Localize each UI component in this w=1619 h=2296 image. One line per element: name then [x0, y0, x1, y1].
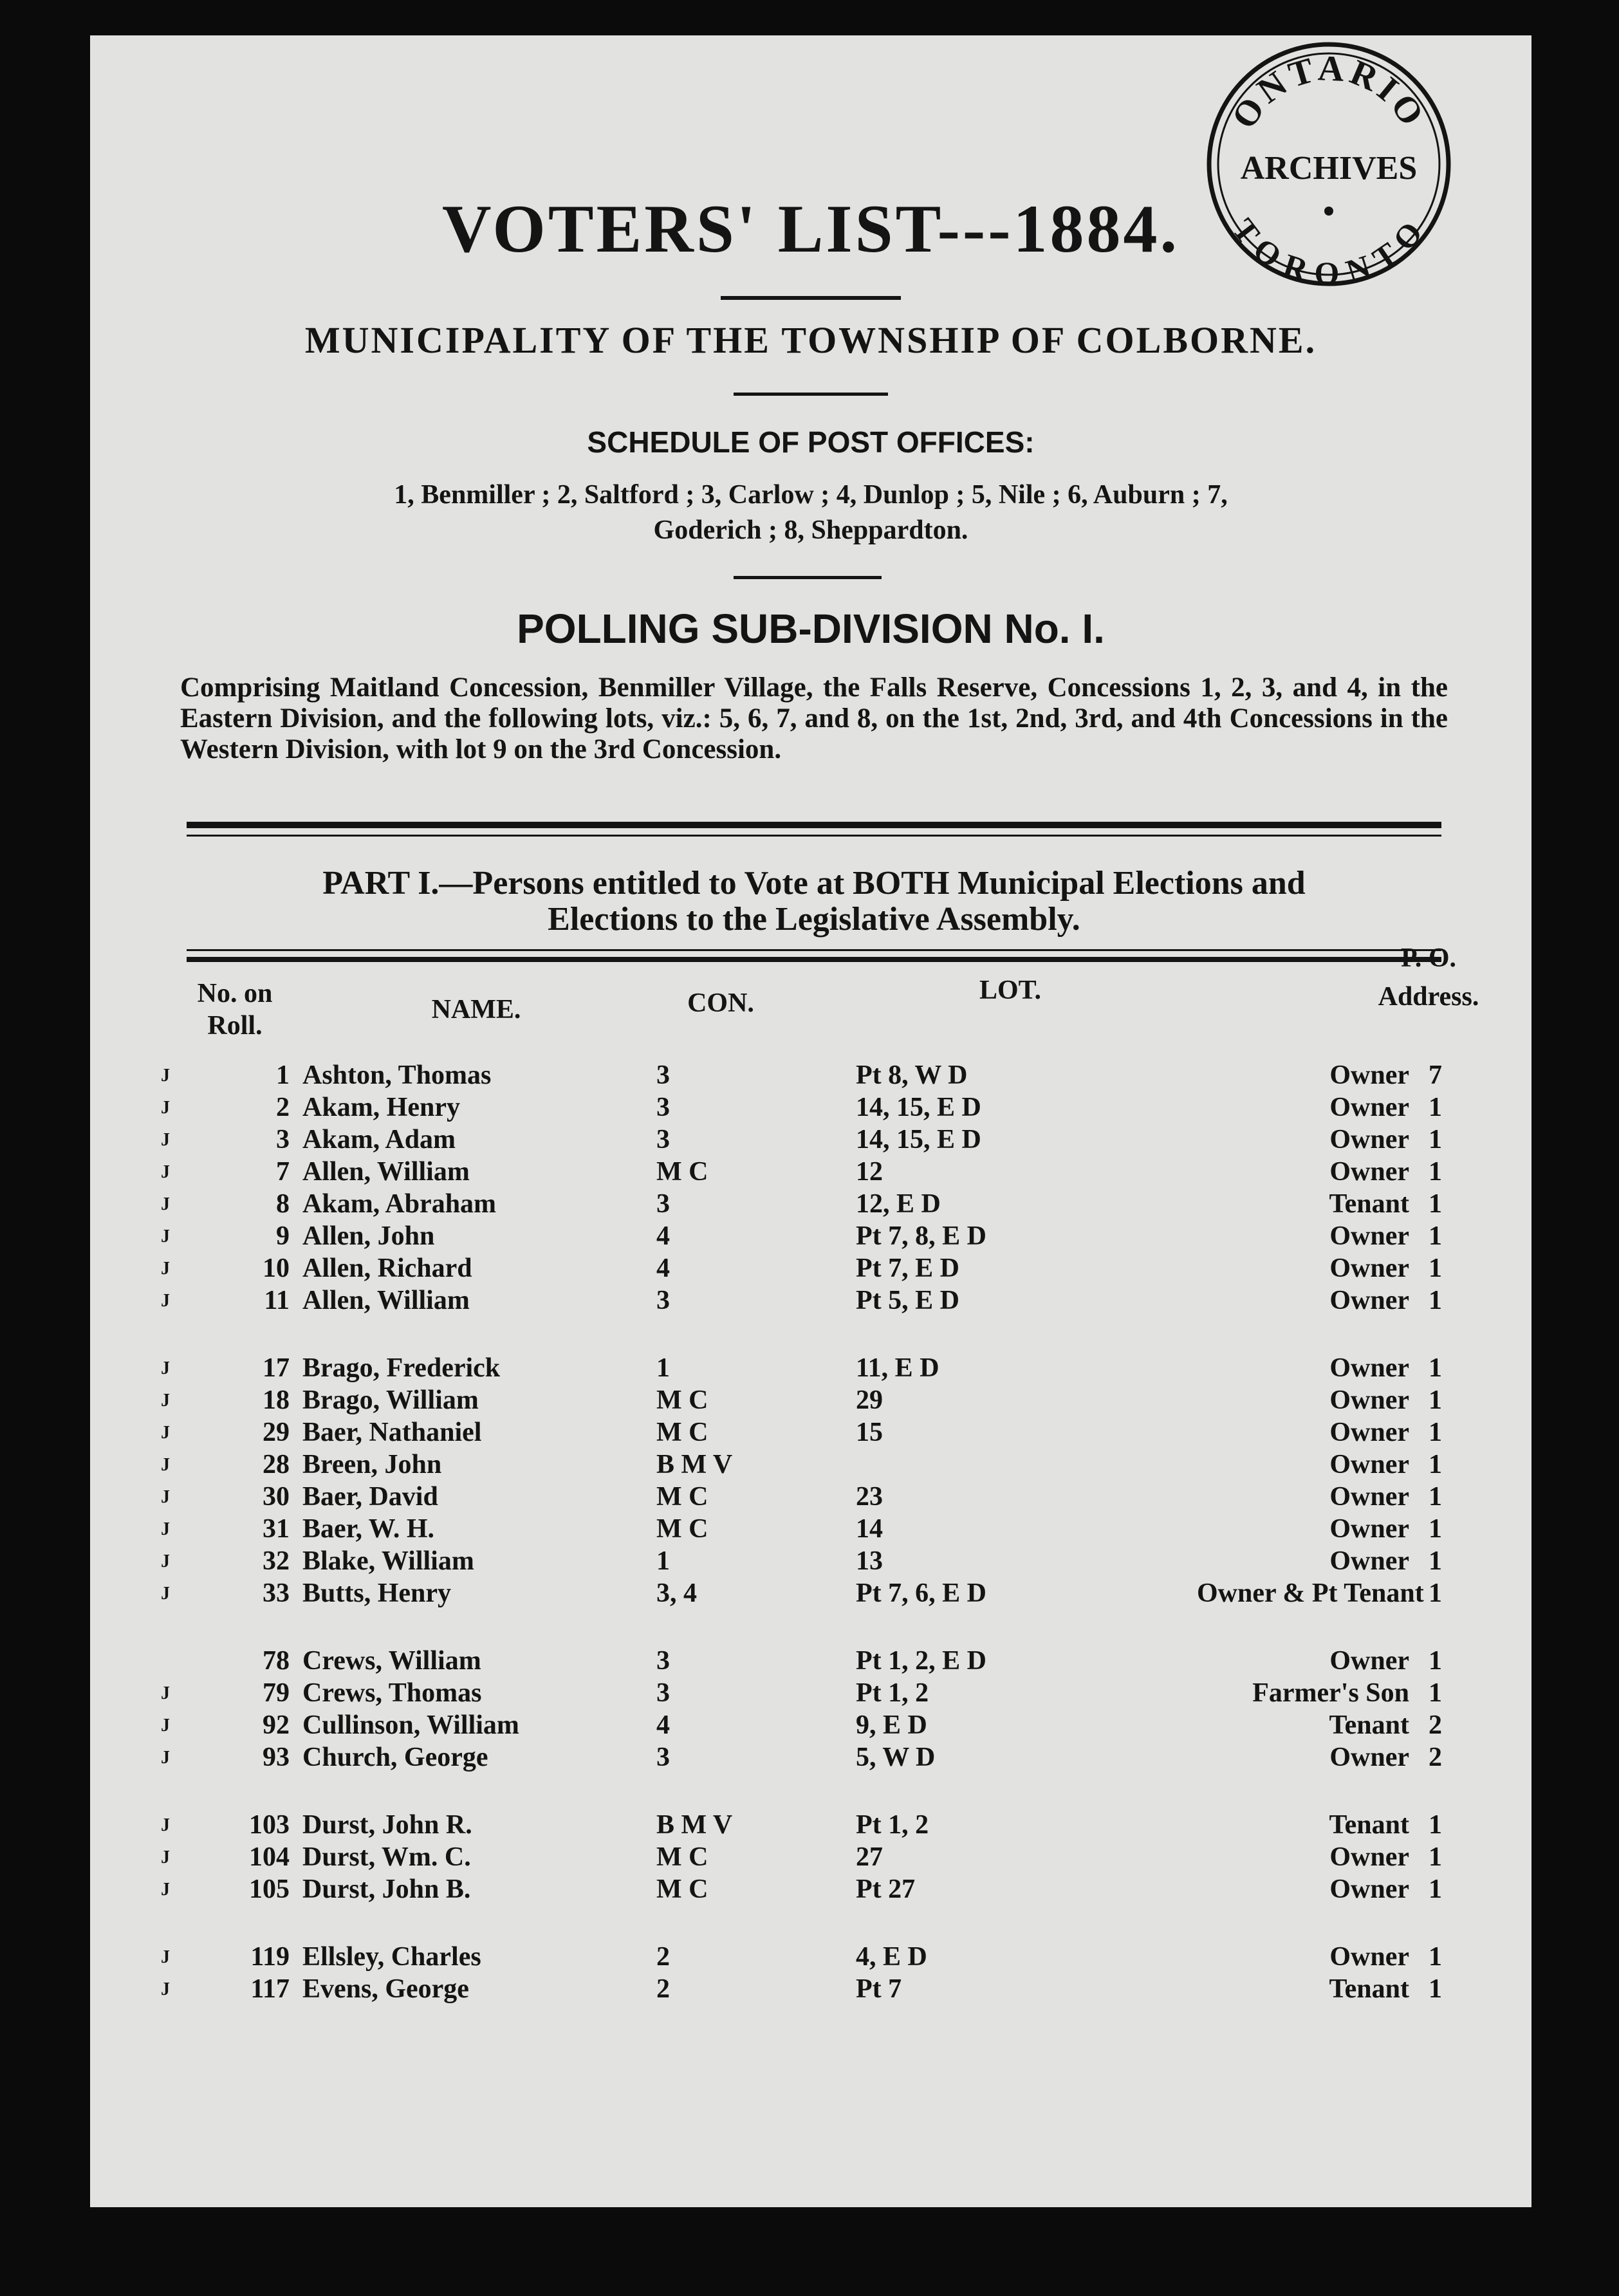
lot: Pt 27: [856, 1875, 916, 1904]
page-title: VOTERS' LIST---1884.: [441, 191, 1180, 266]
roll-number: 117: [250, 1974, 290, 2004]
roll-number: 29: [263, 1418, 290, 1447]
voter-name: Akam, Adam: [302, 1125, 456, 1154]
po-address: 1: [1429, 1678, 1442, 1708]
occupation: Owner: [1329, 1093, 1409, 1122]
roll-mark: J: [161, 1291, 170, 1311]
roll-mark: J: [161, 1130, 170, 1150]
divider: [734, 393, 888, 396]
roll-mark: J: [161, 1162, 170, 1182]
lot: 14: [856, 1514, 883, 1544]
voter-name: Akam, Henry: [302, 1093, 460, 1122]
concession: M C: [656, 1514, 708, 1544]
roll-mark: J: [161, 1979, 170, 1999]
occupation: Tenant: [1329, 1974, 1409, 2004]
schedule-heading: SCHEDULE OF POST OFFICES:: [587, 425, 1035, 459]
po-address: 1: [1429, 1125, 1442, 1154]
occupation: Owner: [1329, 1646, 1409, 1676]
voter-name: Allen, William: [302, 1286, 470, 1315]
po-address: 1: [1429, 1578, 1442, 1608]
voter-name: Baer, W. H.: [302, 1514, 434, 1544]
po-address: 1: [1429, 1385, 1442, 1415]
lot: Pt 7: [856, 1974, 902, 2004]
roll-mark: J: [161, 1194, 170, 1214]
roll-mark: J: [161, 1259, 170, 1279]
po-address: 1: [1429, 1810, 1442, 1840]
occupation: Owner: [1329, 1875, 1409, 1904]
voter-name: Brago, Frederick: [302, 1353, 501, 1383]
concession: 3: [656, 1743, 670, 1772]
voter-name: Butts, Henry: [302, 1578, 451, 1608]
voter-name: Evens, George: [302, 1974, 469, 2004]
roll-mark: J: [161, 1066, 170, 1086]
roll-number: 8: [276, 1189, 290, 1219]
concession: B M V: [656, 1810, 733, 1840]
roll-number: 119: [250, 1942, 290, 1972]
po-address: 1: [1429, 1842, 1442, 1872]
occupation: Owner: [1329, 1157, 1409, 1187]
lot: Pt 1, 2: [856, 1678, 929, 1708]
roll-mark: J: [161, 1098, 170, 1118]
lot: 14, 15, E D: [856, 1093, 981, 1122]
voter-name: Breen, John: [302, 1450, 442, 1479]
concession: 3: [656, 1678, 670, 1708]
lot: 5, W D: [856, 1743, 936, 1772]
concession: M C: [656, 1157, 708, 1187]
occupation: Owner: [1329, 1254, 1409, 1283]
concession: M C: [656, 1482, 708, 1512]
document-page: [90, 35, 1531, 2207]
occupation: Owner: [1329, 1353, 1409, 1383]
roll-number: 11: [264, 1286, 290, 1315]
voter-name: Cullinson, William: [302, 1710, 519, 1740]
occupation: Owner: [1329, 1514, 1409, 1544]
municipality-heading: MUNICIPALITY OF THE TOWNSHIP OF COLBORNE.: [304, 319, 1317, 361]
occupation: Owner: [1329, 1418, 1409, 1447]
lot: Pt 7, E D: [856, 1254, 959, 1283]
roll-number: 3: [276, 1125, 290, 1154]
svg-text:ONTARIO: [1224, 48, 1434, 136]
roll-mark: J: [161, 1487, 170, 1507]
occupation: Owner: [1329, 1842, 1409, 1872]
roll-number: 105: [249, 1875, 290, 1904]
lot: 12, E D: [856, 1189, 941, 1219]
po-address: 1: [1429, 1942, 1442, 1972]
occupation: Owner: [1329, 1743, 1409, 1772]
voter-name: Durst, John R.: [302, 1810, 472, 1840]
voter-name: Allen, William: [302, 1157, 470, 1187]
lot: Pt 7, 8, E D: [856, 1221, 986, 1251]
voter-name: Baer, Nathaniel: [302, 1418, 482, 1447]
concession: 3: [656, 1093, 670, 1122]
voter-name: Blake, William: [302, 1546, 474, 1576]
roll-number: 2: [276, 1093, 290, 1122]
po-address: 1: [1429, 1353, 1442, 1383]
po-address: 1: [1429, 1974, 1442, 2004]
post-offices-line-1: 1, Benmiller ; 2, Saltford ; 3, Carlow ; 4, Dunlop ; 5, Nile ; 6, Auburn ; 7,: [394, 480, 1228, 510]
po-address: 1: [1429, 1514, 1442, 1544]
concession: M C: [656, 1418, 708, 1447]
occupation: Owner: [1329, 1385, 1409, 1415]
roll-mark: J: [161, 1716, 170, 1736]
post-offices-line-2: Goderich ; 8, Sheppardton.: [653, 515, 968, 545]
roll-number: 17: [263, 1353, 290, 1383]
roll-number: 103: [249, 1810, 290, 1840]
occupation: Farmer's Son: [1252, 1678, 1409, 1708]
double-rule: [187, 949, 1441, 951]
concession: 3: [656, 1125, 670, 1154]
concession: M C: [656, 1842, 708, 1872]
col-header-no-line2: Roll.: [207, 1011, 263, 1041]
concession: 2: [656, 1942, 670, 1972]
lot: Pt 5, E D: [856, 1286, 959, 1315]
voter-name: Ellsley, Charles: [302, 1942, 481, 1972]
roll-mark: J: [161, 1455, 170, 1475]
col-header-con: CON.: [687, 988, 754, 1018]
lot: Pt 1, 2: [856, 1810, 929, 1840]
concession: 3: [656, 1286, 670, 1315]
lot: 29: [856, 1385, 883, 1415]
concession: 4: [656, 1221, 670, 1251]
voter-name: Baer, David: [302, 1482, 438, 1512]
voter-name: Akam, Abraham: [302, 1189, 497, 1219]
occupation: Tenant: [1329, 1810, 1409, 1840]
po-address: 2: [1429, 1710, 1442, 1740]
roll-mark: J: [161, 1519, 170, 1539]
concession: 4: [656, 1254, 670, 1283]
roll-number: 104: [249, 1842, 290, 1872]
po-address: 1: [1429, 1875, 1442, 1904]
roll-number: 28: [263, 1450, 290, 1479]
occupation: Owner: [1329, 1125, 1409, 1154]
po-address: 1: [1429, 1646, 1442, 1676]
lot: 13: [856, 1546, 883, 1576]
voter-name: Allen, John: [302, 1221, 435, 1251]
occupation: Owner: [1329, 1286, 1409, 1315]
po-address: 7: [1429, 1060, 1442, 1090]
lot: Pt 8, W D: [856, 1060, 968, 1090]
roll-mark: J: [161, 1815, 170, 1835]
concession: 3: [656, 1646, 670, 1676]
stamp-top-text: ONTARIO: [1224, 48, 1434, 136]
occupation: Owner: [1329, 1546, 1409, 1576]
occupation: Tenant: [1329, 1189, 1409, 1219]
concession: M C: [656, 1385, 708, 1415]
voter-name: Crews, Thomas: [302, 1678, 482, 1708]
roll-number: 10: [263, 1254, 290, 1283]
roll-mark: J: [161, 1584, 170, 1604]
double-rule: [187, 957, 1441, 962]
roll-number: 1: [276, 1060, 290, 1090]
po-address: 1: [1429, 1450, 1442, 1479]
col-header-no-line1: No. on: [197, 979, 273, 1008]
voter-name: Crews, William: [302, 1646, 481, 1676]
voter-name: Durst, John B.: [302, 1875, 471, 1904]
occupation: Owner: [1329, 1450, 1409, 1479]
lot: 23: [856, 1482, 883, 1512]
col-header-name: NAME.: [431, 995, 521, 1024]
roll-number: 31: [263, 1514, 290, 1544]
part-heading: PART I.—Persons entitled to Vote at BOTH Municipal Elections and Elections to the Legislative Assembly.: [322, 865, 1306, 938]
roll-mark: J: [161, 1880, 170, 1900]
roll-number: 93: [263, 1743, 290, 1772]
concession: 3, 4: [656, 1578, 697, 1608]
po-address: 1: [1429, 1482, 1442, 1512]
lot: 14, 15, E D: [856, 1125, 981, 1154]
occupation: Owner: [1329, 1060, 1409, 1090]
double-rule: [187, 835, 1441, 837]
roll-number: 79: [263, 1678, 290, 1708]
stamp-bottom-text: TORONTO: [1225, 212, 1432, 290]
lot: Pt 1, 2, E D: [856, 1646, 986, 1676]
voter-name: Brago, William: [302, 1385, 479, 1415]
lot: 15: [856, 1418, 883, 1447]
double-rule: [187, 822, 1441, 828]
roll-number: 33: [263, 1578, 290, 1608]
divider: [734, 576, 882, 579]
lot: 11, E D: [856, 1353, 939, 1383]
voter-name: Ashton, Thomas: [302, 1060, 492, 1090]
concession: 3: [656, 1060, 670, 1090]
roll-mark: J: [161, 1227, 170, 1246]
po-address: 1: [1429, 1254, 1442, 1283]
col-header-po-line2: Address.: [1378, 982, 1479, 1012]
po-address: 1: [1429, 1286, 1442, 1315]
po-address: 1: [1429, 1157, 1442, 1187]
voter-name: Durst, Wm. C.: [302, 1842, 471, 1872]
roll-mark: J: [161, 1423, 170, 1443]
roll-number: 7: [276, 1157, 290, 1187]
po-address: 1: [1429, 1189, 1442, 1219]
divider: [721, 296, 901, 300]
concession: M C: [656, 1875, 708, 1904]
concession: 2: [656, 1974, 670, 2004]
roll-mark: J: [161, 1683, 170, 1703]
lot: 4, E D: [856, 1942, 927, 1972]
concession: 1: [656, 1546, 670, 1576]
roll-mark: J: [161, 1748, 170, 1768]
col-header-lot: LOT.: [979, 976, 1042, 1005]
stamp-middle-text: ARCHIVES: [1240, 150, 1418, 187]
roll-mark: J: [161, 1847, 170, 1867]
occupation: Tenant: [1329, 1710, 1409, 1740]
voter-name: Allen, Richard: [302, 1254, 472, 1283]
col-header-po-line1: P. O.: [1401, 943, 1456, 973]
subdivision-description: Comprising Maitland Concession, Benmiller Village, the Falls Reserve, Concessions 1, 2, 3, and 4, in the Eastern Division, and the following lots, viz.: 5, 6, 7, and 8, on the 1st, 2nd, 3rd, and 4th Concessions in the Western Division, with lot 9 on the 3rd Concession.: [180, 672, 1448, 765]
occupation: Owner: [1329, 1482, 1409, 1512]
roll-mark: J: [161, 1947, 170, 1967]
polling-subdivision-heading: POLLING SUB-DIVISION No. I.: [517, 606, 1105, 652]
roll-number: 9: [276, 1221, 290, 1251]
po-address: 2: [1429, 1743, 1442, 1772]
po-address: 1: [1429, 1221, 1442, 1251]
occupation: Owner: [1329, 1942, 1409, 1972]
concession: B M V: [656, 1450, 733, 1479]
lot: 9, E D: [856, 1710, 927, 1740]
po-address: 1: [1429, 1418, 1442, 1447]
roll-mark: J: [161, 1358, 170, 1378]
roll-number: 18: [263, 1385, 290, 1415]
lot: Pt 7, 6, E D: [856, 1578, 986, 1608]
roll-mark: J: [161, 1391, 170, 1411]
po-address: 1: [1429, 1093, 1442, 1122]
concession: 4: [656, 1710, 670, 1740]
roll-number: 92: [263, 1710, 290, 1740]
roll-mark: J: [161, 1551, 170, 1571]
occupation: Owner & Pt Tenant: [1197, 1578, 1424, 1608]
po-address: 1: [1429, 1546, 1442, 1576]
roll-number: 78: [263, 1646, 290, 1676]
concession: 3: [656, 1189, 670, 1219]
occupation: Owner: [1329, 1221, 1409, 1251]
concession: 1: [656, 1353, 670, 1383]
lot: 12: [856, 1157, 883, 1187]
roll-number: 30: [263, 1482, 290, 1512]
roll-number: 32: [263, 1546, 290, 1576]
lot: 27: [856, 1842, 883, 1872]
voter-name: Church, George: [302, 1743, 488, 1772]
